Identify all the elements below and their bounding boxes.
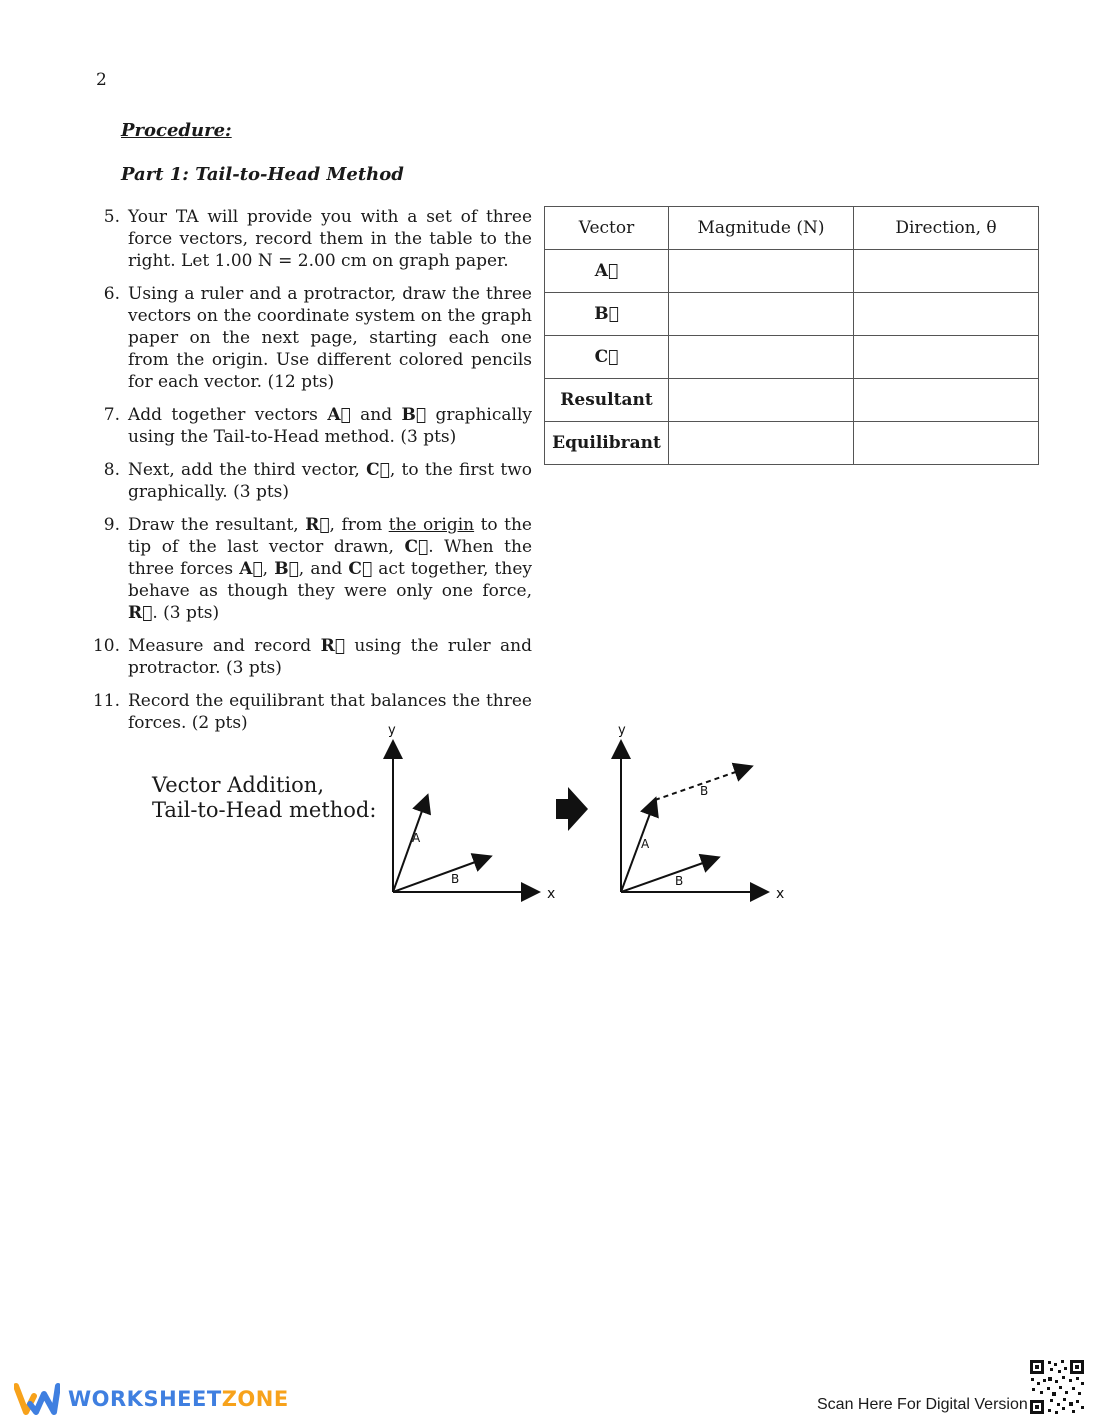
step-5 <box>80 206 532 272</box>
magnitude-cell[interactable] <box>669 293 854 336</box>
vector-a-label: A <box>412 831 421 845</box>
step-number: 7. <box>103 405 120 425</box>
step-number: 8. <box>103 460 120 480</box>
row-label: Resultant <box>545 379 669 422</box>
table-row <box>545 422 1039 465</box>
magnitude-cell[interactable] <box>669 336 854 379</box>
header-magnitude: Magnitude (N) <box>669 207 854 250</box>
row-label: A⃗ <box>545 250 669 293</box>
direction-cell[interactable] <box>854 293 1039 336</box>
magnitude-cell[interactable] <box>669 250 854 293</box>
figure-caption-line1: Vector Addition, <box>152 773 324 797</box>
vector-b-arrow <box>621 858 717 892</box>
step-number: 9. <box>103 515 120 535</box>
vector-table <box>544 206 1039 465</box>
vector-a-label: A <box>641 837 650 851</box>
procedure-heading: Procedure: <box>121 120 232 141</box>
step-10 <box>80 635 532 679</box>
y-axis-label: y <box>618 723 626 738</box>
step-text: Draw the resultant, R⃗, from the origin to the tip of the last vector drawn, C⃗. When the three forces A⃗, B⃗, and C⃗ act together, they behave as though they were only one force, R⃗. (3 pts) <box>128 515 533 623</box>
table-header-row <box>545 207 1039 250</box>
x-axis-label: x <box>776 886 785 902</box>
row-label: Equilibrant <box>545 422 669 465</box>
underlined-origin: the origin <box>388 515 475 535</box>
step-text: Next, add the third vector, C⃗, to the first two graphically. (3 pts) <box>128 460 532 502</box>
step-text: Your TA will provide you with a set of three force vectors, record them in the table to the right. Let 1.00 N = 2.00 cm on graph paper. <box>128 207 532 271</box>
part-heading: Part 1: Tail-to-Head Method <box>121 164 404 185</box>
vector-a-arrow <box>621 800 655 892</box>
vector-c: C⃗ <box>366 460 390 480</box>
figure-caption <box>152 773 376 823</box>
arrow-right-icon <box>556 787 588 831</box>
header-direction: Direction, θ <box>854 207 1039 250</box>
y-axis-label: y <box>388 723 396 738</box>
table-row <box>545 379 1039 422</box>
table-row <box>545 336 1039 379</box>
vector-a: A⃗ <box>327 405 351 425</box>
direction-cell[interactable] <box>854 336 1039 379</box>
brand-name: WORKSHEETZONE <box>68 1387 289 1411</box>
vector-r: R⃗ <box>128 603 153 623</box>
procedure-steps <box>80 206 532 745</box>
step-text: Record the equilibrant that balances the three forces. (2 pts) <box>128 691 532 733</box>
step-6 <box>80 283 532 393</box>
vector-r: R⃗ <box>305 515 330 535</box>
step-number: 5. <box>103 207 120 227</box>
step-text: Measure and record R⃗ using the ruler and protractor. (3 pts) <box>128 636 532 678</box>
step-number: 6. <box>103 284 120 304</box>
x-axis-label: x <box>547 886 556 902</box>
worksheetzone-logo-icon <box>14 1382 60 1416</box>
vector-b-label: B <box>451 872 460 886</box>
vector-b-label: B <box>675 874 684 888</box>
brand-logo <box>14 1382 289 1416</box>
vector-r: R⃗ <box>320 636 345 656</box>
row-label: B⃗ <box>545 293 669 336</box>
scan-text: Scan Here For Digital Version <box>817 1396 1028 1413</box>
vector-b-arrow <box>393 857 489 892</box>
row-label: C⃗ <box>545 336 669 379</box>
step-text: Using a ruler and a protractor, draw the three vectors on the coordinate system on the graph paper on the next page, starting each one from the origin. Use different colored pencils for each vector. (12 pts) <box>128 284 532 392</box>
step-9 <box>80 514 532 624</box>
table-row <box>545 250 1039 293</box>
step-7 <box>80 404 532 448</box>
magnitude-cell[interactable] <box>669 379 854 422</box>
direction-cell[interactable] <box>854 422 1039 465</box>
vector-b: B⃗ <box>401 405 427 425</box>
figure-caption-line2: Tail-to-Head method: <box>152 798 377 822</box>
step-8 <box>80 459 532 503</box>
vector-c: C⃗ <box>348 559 373 579</box>
direction-cell[interactable] <box>854 379 1039 422</box>
vector-a-arrow <box>393 797 427 892</box>
vector-c: C⃗ <box>404 537 429 557</box>
vector-diagram <box>370 715 810 910</box>
vector-b: B⃗ <box>274 559 299 579</box>
page-number: 2 <box>96 70 107 90</box>
step-number: 10. <box>92 636 120 656</box>
step-text: Add together vectors A⃗ and B⃗ graphically using the Tail-to-Head method. (3 pts) <box>128 405 533 447</box>
table-row <box>545 293 1039 336</box>
qr-code-icon[interactable] <box>1028 1358 1086 1416</box>
vector-b-label: B <box>700 784 709 798</box>
vector-a: A⃗ <box>239 559 263 579</box>
magnitude-cell[interactable] <box>669 422 854 465</box>
step-number: 11. <box>92 691 120 711</box>
direction-cell[interactable] <box>854 250 1039 293</box>
header-vector: Vector <box>545 207 669 250</box>
